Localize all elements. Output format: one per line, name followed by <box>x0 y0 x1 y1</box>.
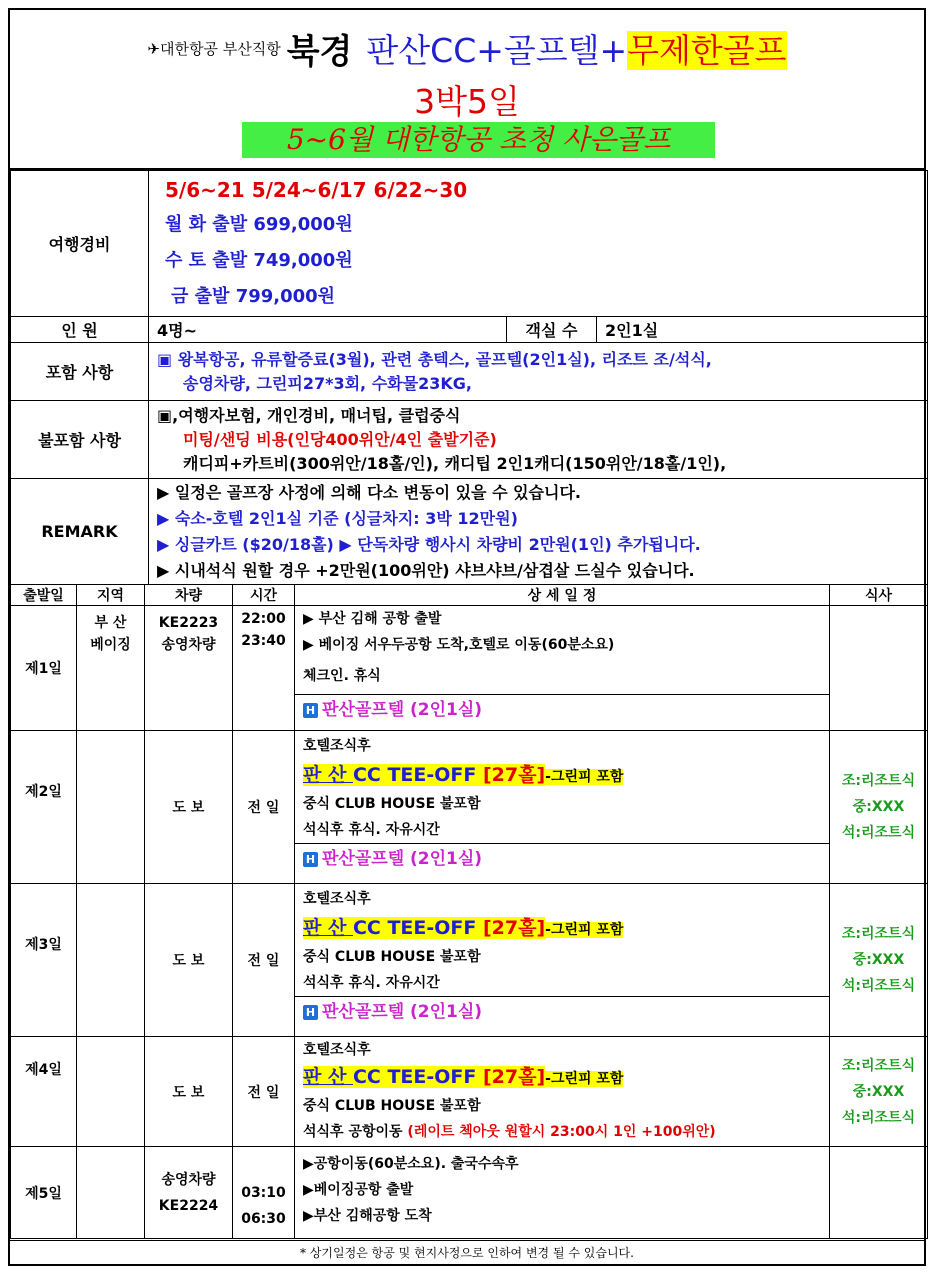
promo-banner: 5~6월 대한항공 초청 사은골프 <box>242 122 715 158</box>
header-day: 출발일 <box>11 585 77 606</box>
day1-vehicle-2: 송영차량 <box>161 637 216 653</box>
day3-detail-3: 석식후 휴식. 자유시간 <box>303 975 440 991</box>
day2-tee-holes: [27홀] <box>482 764 546 786</box>
header-detail: 상 세 일 정 <box>295 585 830 606</box>
day1-label: 제1일 <box>11 606 77 731</box>
day5-detail-2: ▶베이징공항 출발 <box>303 1182 414 1198</box>
day1-time <box>233 606 295 731</box>
day5-region <box>77 1147 145 1239</box>
day4-tee-rest: CC TEE-OFF <box>352 1066 483 1088</box>
day4-detail-2: 중식 CLUB HOUSE 불포함 <box>303 1098 481 1114</box>
day1-detail-3: 체크인. 휴식 <box>303 668 381 684</box>
price-line-3: 금 출발 799,000원 <box>171 285 336 307</box>
included-label: 포함 사항 <box>11 343 149 401</box>
remark-cell <box>149 479 928 585</box>
excluded-line-3: 캐디피+카트비(300위안/18홀/인), 캐디팁 2인1캐디(150위안/18홀/1인), <box>183 453 727 473</box>
day3-meal-3: 석:리조트식 <box>841 978 916 994</box>
day1-region <box>77 606 145 731</box>
day5-time-2: 06:30 <box>241 1211 286 1227</box>
day1-region-1: 부 산 <box>94 615 127 631</box>
title-line <box>10 24 924 73</box>
room-label: 객실 수 <box>507 317 597 343</box>
day4-time: 전 일 <box>233 1037 295 1147</box>
schedule-row-day4 <box>11 1037 928 1147</box>
day1-meal <box>830 606 928 731</box>
day2-detail-2: 중식 CLUB HOUSE 불포함 <box>303 796 481 812</box>
schedule-table <box>10 584 928 1239</box>
hotel-icon: H <box>303 1005 318 1020</box>
day5-time-1: 03:10 <box>241 1185 286 1201</box>
remark-line-3: ▶ 싱글카트 ($20/18홀) ▶ 단독차량 행사시 차량비 2만원(1인) 추가됩니다. <box>157 534 701 554</box>
day3-detail-1: 호텔조식후 <box>303 891 371 907</box>
day2-vehicle: 도 보 <box>145 731 233 884</box>
day4-meal <box>830 1037 928 1147</box>
day2-tee-name: 판 산 <box>303 764 353 786</box>
room-value: 2인1실 <box>597 317 928 343</box>
day3-vehicle: 도 보 <box>145 884 233 1037</box>
people-label: 인 원 <box>11 317 149 343</box>
day3-meal <box>830 884 928 1037</box>
schedule-header-row <box>11 585 928 606</box>
included-cell <box>149 343 928 401</box>
day2-meal-1: 조:리조트식 <box>841 773 916 789</box>
duration: 3박5일 <box>414 82 520 121</box>
day1-detail-1: ▶ 부산 김해 공항 출발 <box>303 611 442 627</box>
excluded-cell <box>149 401 928 479</box>
schedule-row-day1 <box>11 606 928 731</box>
day3-time: 전 일 <box>233 884 295 1037</box>
header-time: 시간 <box>233 585 295 606</box>
excluded-label: 불포함 사항 <box>11 401 149 479</box>
day1-detail-2: ▶ 베이징 서우두공항 도착,호텔로 이동(60분소요) <box>303 637 615 653</box>
schedule-row-day3 <box>11 884 928 1037</box>
day3-tee-rest: CC TEE-OFF <box>352 917 483 939</box>
remark-line-4: ▶ 시내석식 원할 경우 +2만원(100위안) 샤브샤브/삼겹살 드실수 있습니다. <box>157 560 695 580</box>
day3-tee-holes: [27홀] <box>482 917 546 939</box>
day3-tee-name: 판 산 <box>303 917 353 939</box>
price-line-2: 수 토 출발 749,000원 <box>165 249 353 271</box>
schedule-row-day5 <box>11 1147 928 1239</box>
schedule-row-day2 <box>11 731 928 884</box>
day3-hotel <box>295 996 829 1027</box>
day3-meal-2: 중:XXX <box>852 952 905 968</box>
day3-hotel-name: 판산골프텔 (2인1실) <box>322 1002 483 1022</box>
cost-label: 여행경비 <box>11 171 149 317</box>
day1-vehicle-1: KE2223 <box>158 615 219 631</box>
day2-tee-rest: CC TEE-OFF <box>352 764 483 786</box>
footer-note: * 상기일정은 항공 및 현지사정으로 인하여 변경 될 수 있습니다. <box>10 1240 924 1264</box>
day5-detail-1: ▶공항이동(60분소요). 출국수속후 <box>303 1156 519 1172</box>
hotel-icon: H <box>303 852 318 867</box>
day2-detail-3: 석식후 휴식. 자유시간 <box>303 822 440 838</box>
remark-label: REMARK <box>11 479 149 585</box>
day4-region <box>77 1037 145 1147</box>
day4-detail-3a: 석식후 공항이동 <box>303 1124 408 1140</box>
day3-tee-off <box>295 914 829 944</box>
cost-cell <box>149 171 928 317</box>
included-line-1: ▣ 왕복항공, 유류할증료(3월), 관련 총텍스, 골프텔(2인1실), 리조트 조/석식, <box>157 349 712 369</box>
day1-detail <box>295 606 830 731</box>
day5-meal <box>830 1147 928 1239</box>
day3-tee-green: -그린피 포함 <box>545 922 624 938</box>
day2-hotel-name: 판산골프텔 (2인1실) <box>322 849 483 869</box>
day3-meal-1: 조:리조트식 <box>841 926 916 942</box>
day5-label: 제5일 <box>11 1147 77 1239</box>
excluded-line-2: 미팅/샌딩 비용(인당400위안/4인 출발기준) <box>183 429 497 449</box>
day2-meal-2: 중:XXX <box>852 799 905 815</box>
day1-hotel <box>295 694 829 725</box>
city-name: 북경 <box>286 32 353 72</box>
day4-detail-3 <box>295 1119 829 1145</box>
day3-region <box>77 884 145 1037</box>
included-line-2: 송영차량, 그린피27*3회, 수화물23KG, <box>183 373 472 393</box>
day4-vehicle: 도 보 <box>145 1037 233 1147</box>
day4-tee-off <box>295 1063 829 1093</box>
day4-detail-3b: (레이트 첵아웃 원할시 23:00시 1인 +100위안) <box>407 1124 716 1140</box>
day2-time: 전 일 <box>233 731 295 884</box>
day2-region <box>77 731 145 884</box>
day2-meal-3: 석:리조트식 <box>841 825 916 841</box>
people-value: 4명~ <box>149 317 507 343</box>
day5-vehicle <box>145 1147 233 1239</box>
itinerary-document <box>8 8 926 1266</box>
day2-detail <box>295 731 830 884</box>
day2-tee-green: -그린피 포함 <box>545 769 624 785</box>
day4-detail <box>295 1037 830 1147</box>
day1-hotel-name: 판산골프텔 (2인1실) <box>322 700 483 720</box>
product-name: 판산CC+골프텔+ <box>366 31 628 70</box>
title-header <box>10 10 924 170</box>
day4-meal-2: 중:XXX <box>852 1083 905 1100</box>
remark-line-1: ▶ 일정은 골프장 사정에 의해 다소 변동이 있을 수 있습니다. <box>157 482 582 502</box>
day5-detail <box>295 1147 830 1239</box>
info-table <box>10 170 928 585</box>
day5-vehicle-2: KE2224 <box>158 1197 219 1214</box>
day3-detail-2: 중식 CLUB HOUSE 불포함 <box>303 949 481 965</box>
remark-line-2: ▶ 숙소-호텔 2인1실 기준 (싱글차지: 3박 12만원) <box>157 508 518 528</box>
day2-tee-off <box>295 761 829 791</box>
header-meal: 식사 <box>830 585 928 606</box>
day3-detail <box>295 884 830 1037</box>
price-line-1: 월 화 출발 699,000원 <box>165 213 353 235</box>
day5-vehicle-1: 송영차량 <box>161 1171 216 1188</box>
day1-time-1: 22:00 <box>241 611 286 627</box>
cost-dates: 5/6~21 5/24~6/17 6/22~30 <box>165 177 468 202</box>
day1-region-2: 베이징 <box>90 637 131 653</box>
day2-hotel <box>295 843 829 874</box>
day1-time-2: 23:40 <box>241 633 286 649</box>
day3-label: 제3일 <box>11 884 77 1037</box>
header-region: 지역 <box>77 585 145 606</box>
day4-meal-3: 석:리조트식 <box>841 1109 916 1126</box>
day2-detail-1: 호텔조식후 <box>303 738 371 754</box>
day5-time <box>233 1147 295 1239</box>
day2-label: 제2일 <box>11 731 77 884</box>
hotel-icon: H <box>303 703 318 718</box>
excluded-line-1: ▣,여행자보험, 개인경비, 매너팁, 클럽중식 <box>157 405 461 425</box>
header-vehicle: 차량 <box>145 585 233 606</box>
product-highlight: 무제한골프 <box>627 31 787 70</box>
day4-tee-green: -그린피 포함 <box>545 1071 624 1087</box>
day4-label: 제4일 <box>11 1037 77 1147</box>
day4-tee-name: 판 산 <box>303 1066 353 1088</box>
day2-meal <box>830 731 928 884</box>
day1-vehicle <box>145 606 233 731</box>
day5-detail-3: ▶부산 김해공항 도착 <box>303 1208 432 1224</box>
day4-meal-1: 조:리조트식 <box>841 1057 916 1074</box>
day4-detail-1: 호텔조식후 <box>303 1042 371 1058</box>
airline-prefix: ✈대한항공 부산직항 <box>147 40 281 58</box>
day4-tee-holes: [27홀] <box>482 1066 546 1088</box>
